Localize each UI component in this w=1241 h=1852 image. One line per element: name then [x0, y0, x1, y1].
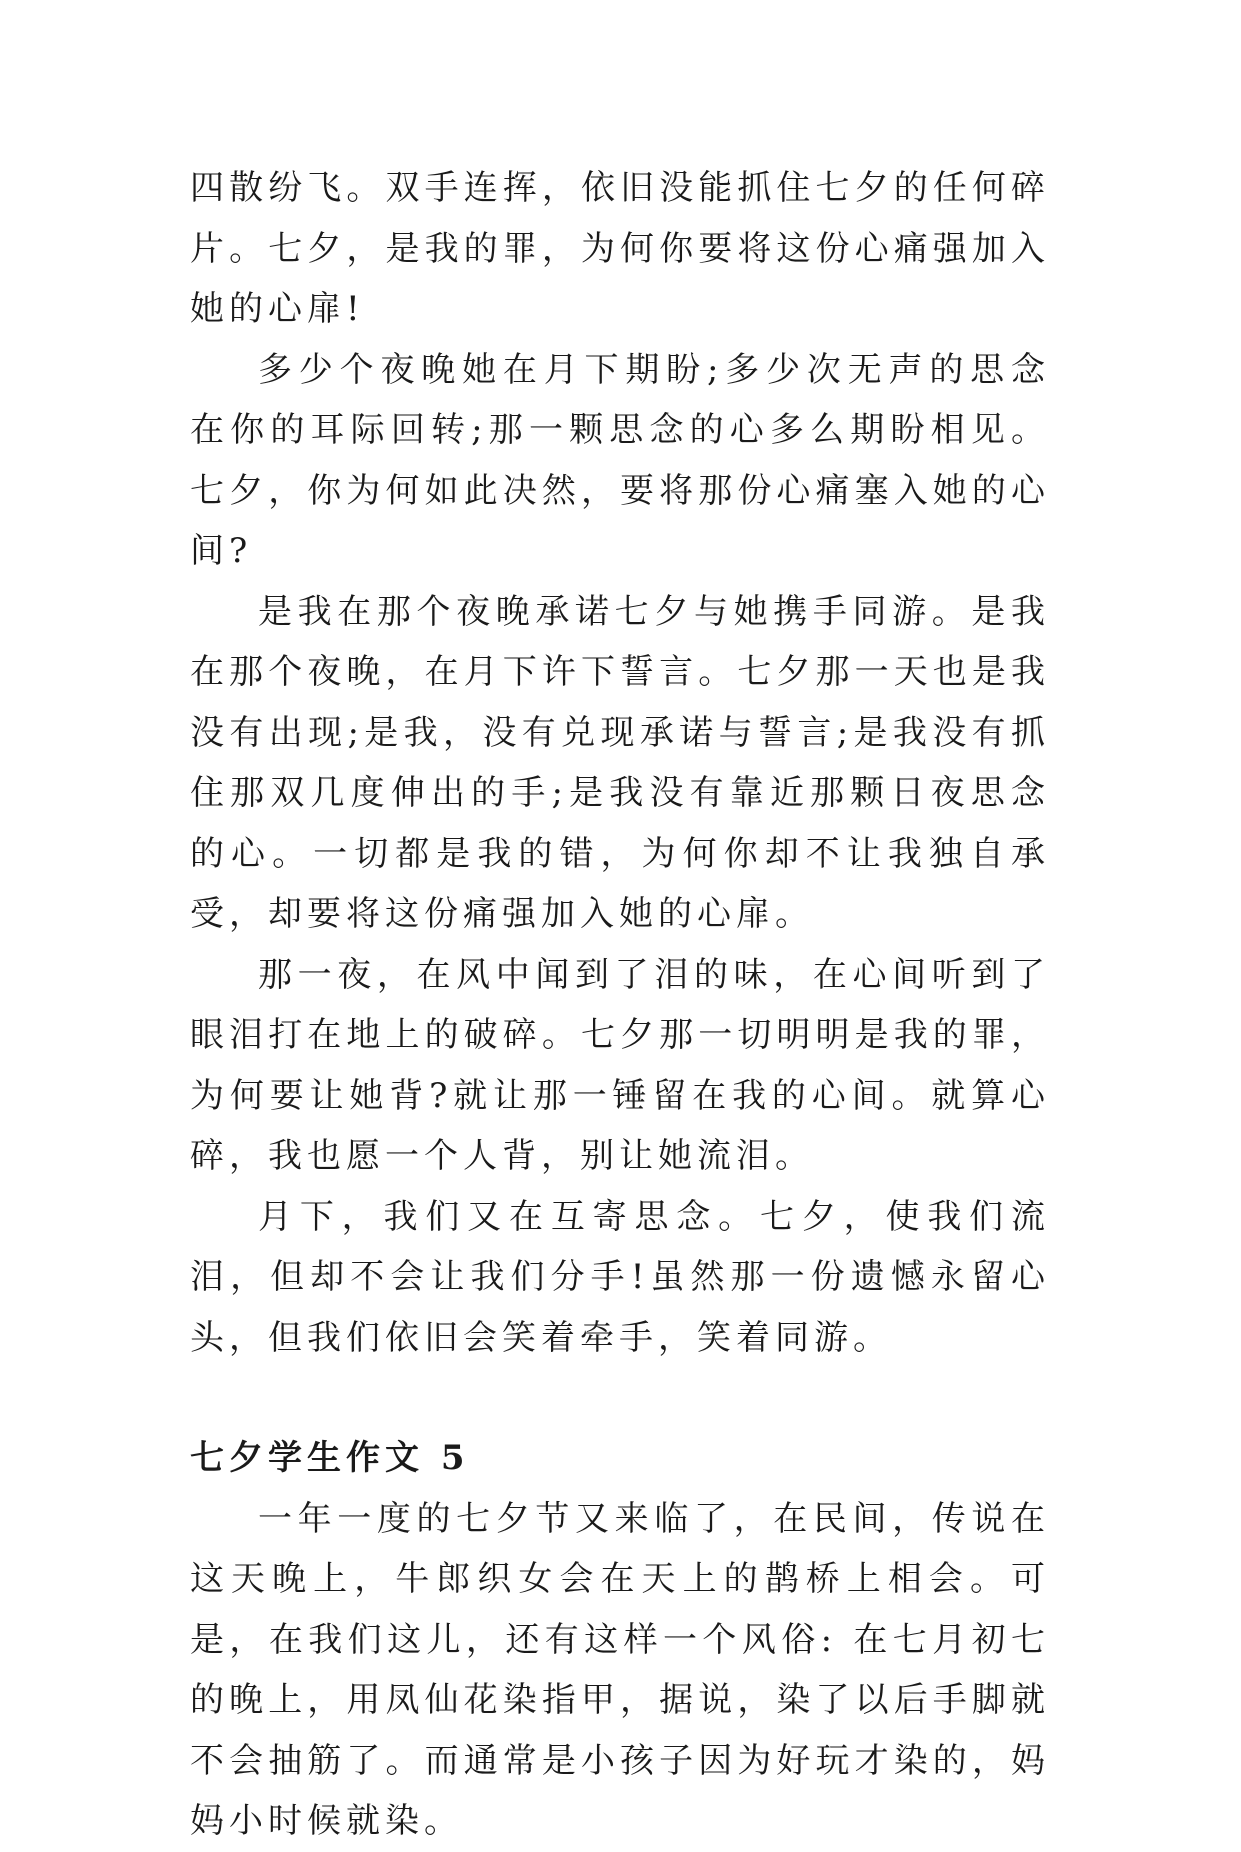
paragraph: 一年一度的七夕节又来临了，在民间，传说在这天晚上，牛郎织女会在天上的鹊桥上相会。可是，在我们这儿，还有这样一个风俗: 在七月初七的晚上，用凤仙花染指甲，据说，染了以后手脚就不会抽筋了。而通常是小孩子因为好玩才染的，妈妈小时候就染。	[190, 1498, 1050, 1841]
section-title: 七夕学生作文 5	[190, 1438, 470, 1478]
paragraph: 那一夜，在风中闻到了泪的味，在心间听到了眼泪打在地上的破碎。七夕那一切明明是我的罪，为何要让她背?就让那一锤留在我的心间。就算心碎，我也愿一个人背，别让她流泪。	[190, 954, 1050, 1176]
document-body	[190, 158, 1050, 1852]
paragraph: 是我在那个夜晚承诺七夕与她携手同游。是我在那个夜晚，在月下许下誓言。七夕那一天也是我没有出现;是我，没有兑现承诺与誓言;是我没有抓住那双几度伸出的手;是我没有靠近那颗日夜思念的心。一切都是我的错，为何你却不让我独自承受，却要将这份痛强加入她的心扉。	[190, 591, 1050, 934]
paragraph: 多少个夜晚她在月下期盼;多少次无声的思念在你的耳际回转;那一颗思念的心多么期盼相见。七夕，你为何如此决然，要将那份心痛塞入她的心间?	[190, 349, 1050, 571]
paragraph: 月下，我们又在互寄思念。七夕，使我们流泪，但却不会让我们分手!虽然那一份遗憾永留心头，但我们依旧会笑着牵手，笑着同游。	[190, 1196, 1050, 1358]
paragraph-continued: 四散纷飞。双手连挥，依旧没能抓住七夕的任何碎片。七夕，是我的罪，为何你要将这份心痛强加入她的心扉!	[190, 168, 1050, 329]
